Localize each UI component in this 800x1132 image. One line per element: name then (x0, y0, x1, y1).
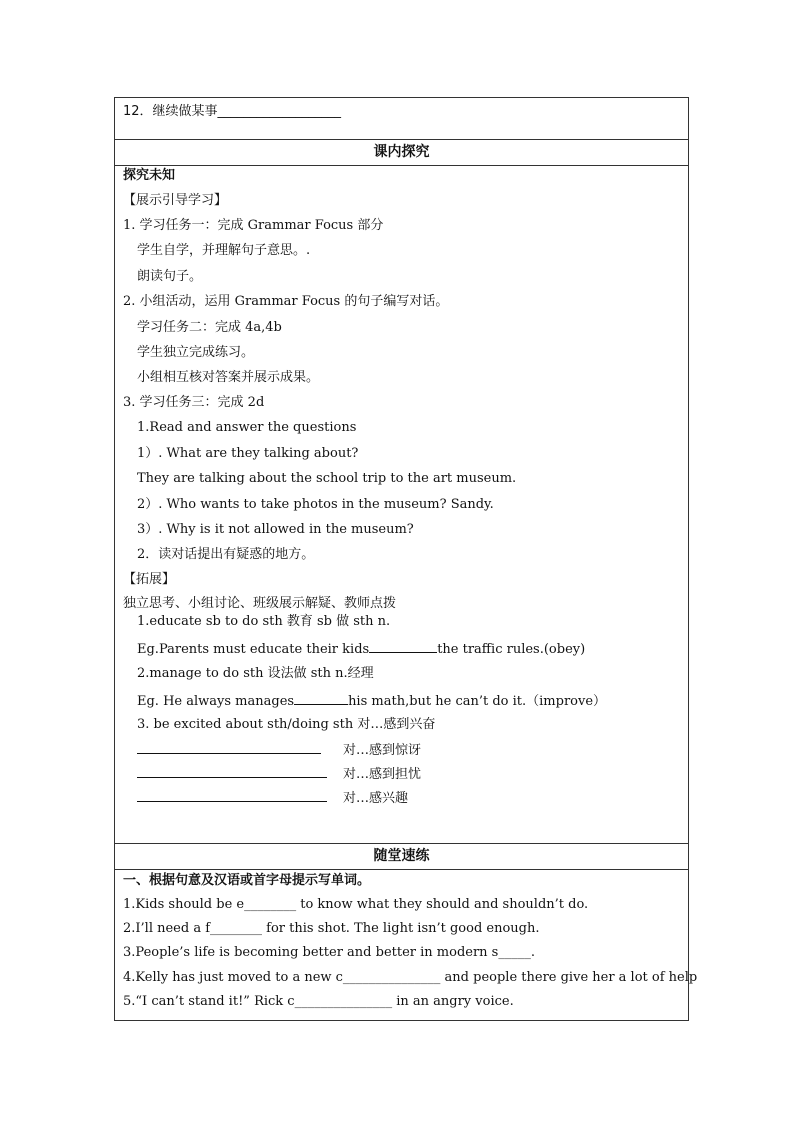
blank-row-1-text: 对…感到惊讶 (343, 743, 422, 758)
item-12-text: 12．继续做某事___________________ (123, 104, 342, 119)
blank-line (137, 765, 327, 778)
task1: 1. 学习任务一：完成 Grammar Focus 部分 (123, 218, 384, 233)
example-2-suffix: his math,but he can’t do it.（improve） (348, 694, 607, 709)
extend-blank-row-2 (137, 765, 421, 783)
task2-a: 学习任务二：完成 4a,4b (137, 320, 282, 335)
extend-example-1 (137, 640, 585, 658)
section-header-explore: 课内探究 (115, 140, 688, 166)
extend-blank-row-1 (137, 741, 421, 759)
blank-line (137, 789, 327, 802)
extend-item-3: 3. be excited about sth/doing sth 对…感到兴奋 (137, 717, 436, 732)
task2-b: 学生独立完成练习。 (137, 345, 255, 360)
sentence-3: 3.People’s life is becoming better and better in modern s_____. (123, 945, 535, 960)
extend-item-1: 1.educate sb to do sth 教育 sb 做 sth n. (137, 614, 391, 629)
blank-line (369, 640, 437, 653)
task2-c: 小组相互核对答案并展示成果。 (137, 370, 320, 385)
question-3: 3）. Why is it not allowed in the museum? (137, 522, 414, 537)
explore-section (115, 166, 688, 844)
item-12-row (115, 98, 688, 140)
example-1-suffix: the traffic rules.(obey) (437, 642, 586, 657)
question-1: 1）. What are they talking about? (137, 446, 359, 461)
sentence-5: 5.“I can’t stand it!” Rick c_______________ in an angry voice. (123, 994, 514, 1009)
worksheet-table (114, 97, 698, 1021)
extend-label: 【拓展】 (123, 572, 176, 587)
question-2: 2）. Who wants to take photos in the museum? Sandy. (137, 497, 494, 512)
blank-row-2-text: 对…感到担忧 (343, 767, 422, 782)
task2: 2. 小组活动，运用 Grammar Focus 的句子编写对话。 (123, 294, 449, 309)
blank-line (137, 741, 321, 754)
extend-example-2 (137, 692, 606, 710)
task3: 3. 学习任务三：完成 2d (123, 395, 265, 410)
extend-blank-row-3 (137, 789, 408, 807)
task3-b: 2．读对话提出有疑惑的地方。 (137, 547, 315, 562)
task1-b: 朗读句子。 (137, 269, 203, 284)
task1-a: 学生自学，并理解句子意思。. (137, 243, 311, 258)
section-header-practice: 随堂速练 (115, 844, 688, 870)
practice-section (115, 870, 698, 1020)
example-2-prefix: Eg. He always manages (137, 694, 295, 709)
practice-title: 一、根据句意及汉语或首字母提示写单词。 (123, 873, 371, 888)
sentence-1: 1.Kids should be e________ to know what they should and shouldn’t do. (123, 897, 589, 912)
extend-item-2: 2.manage to do sth 设法做 sth n.经理 (137, 666, 374, 681)
blank-line (294, 692, 348, 705)
example-1-prefix: Eg.Parents must educate their kids (137, 642, 370, 657)
sentence-2: 2.I’ll need a f________ for this shot. The light isn’t good enough. (123, 921, 540, 936)
task3-a: 1.Read and answer the questions (137, 420, 357, 435)
guide-label: 【展示引导学习】 (123, 193, 228, 208)
extend-intro: 独立思考、小组讨论、班级展示解疑、教师点拨 (123, 596, 397, 611)
sentence-4: 4.Kelly has just moved to a new c_______________ and people there give her a lot of help (123, 970, 698, 985)
blank-row-3-text: 对…感兴趣 (343, 791, 409, 806)
answer-1: They are talking about the school trip to the art museum. (137, 471, 517, 486)
subtitle: 探究未知 (123, 168, 176, 183)
